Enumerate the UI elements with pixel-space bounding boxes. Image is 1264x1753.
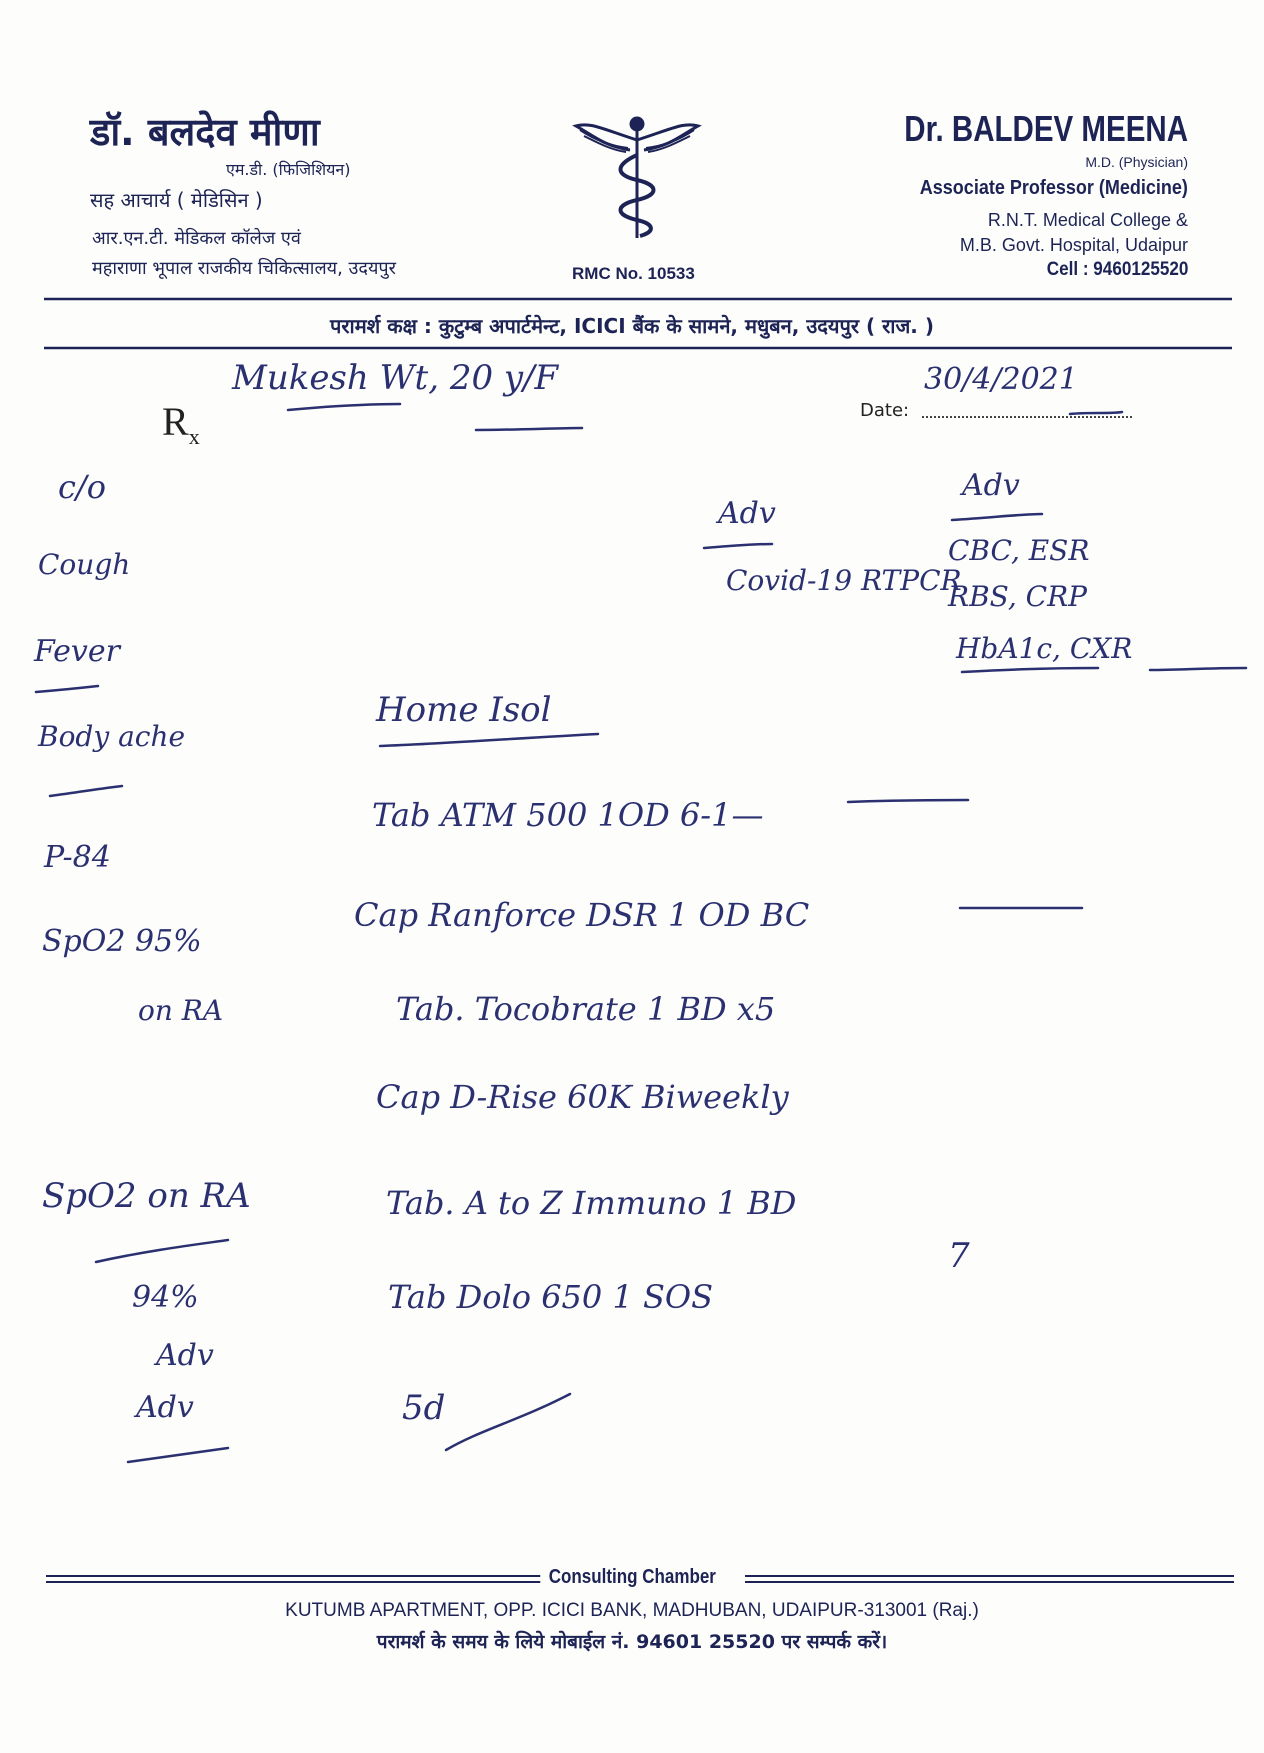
note-fever: Fever — [34, 634, 120, 669]
patient-info: Mukesh Wt, 20 y/F — [232, 358, 559, 398]
advice-header: Adv — [962, 468, 1020, 503]
doctor-name-english: Dr. BALDEV MEENA — [904, 108, 1188, 149]
note-spo2-on-ra: SpO2 on RA — [42, 1176, 251, 1216]
footer-chamber-title: Consulting Chamber — [0, 1566, 1264, 1589]
footer-address: KUTUMB APARTMENT, OPP. ICICI BANK, MADHUBAN, UDAIPUR-313001 (Raj.) — [285, 1600, 979, 1621]
advice-covid-rtpcr: Covid-19 RTPCR — [726, 564, 962, 597]
degree-english: M.D. (Physician) — [1085, 154, 1188, 170]
doctor-name-hindi: डॉ. बलदेव मीणा — [90, 110, 320, 154]
rx-symbol: $R_x$ — [162, 399, 200, 449]
investigation-3: HbA1c, CXR — [956, 632, 1133, 665]
medication-1: Tab ATM 500 1OD 6-1— — [372, 796, 764, 834]
medication-5: Tab. A to Z Immuno 1 BD — [386, 1184, 797, 1222]
medication-6: Tab Dolo 650 1 SOS — [388, 1278, 714, 1316]
designation-hindi: सह आचार्य ( मेडिसिन ) — [90, 188, 263, 212]
date-label: Date: — [860, 400, 910, 421]
note-co: c/o — [58, 468, 106, 506]
investigation-2: RBS, CRP — [948, 580, 1087, 613]
rmc-number: RMC No. 10533 — [572, 264, 695, 283]
degree-hindi: एम.डी. (फिजिशियन) — [226, 160, 351, 179]
duration: 5d — [402, 1388, 446, 1428]
note-spo2-value: 94% — [132, 1280, 199, 1315]
date-value: 30/4/2021 — [924, 362, 1078, 397]
note-adv-1: Adv — [156, 1338, 214, 1373]
home-isolation: Home Isol — [376, 690, 552, 730]
footer-contact-hindi: परामर्श के समय के लिये मोबाईल नं. 94601 25520 पर सम्पर्क करें। — [376, 1631, 888, 1653]
medication-2: Cap Ranforce DSR 1 OD BC — [354, 896, 810, 934]
note-on-ra: on RA — [138, 994, 224, 1027]
note-pulse: P-84 — [44, 840, 111, 875]
cell-number: Cell : 9460125520 — [1046, 259, 1188, 280]
college-english-line2: M.B. Govt. Hospital, Udaipur — [959, 235, 1188, 255]
date-line — [922, 398, 1132, 418]
investigation-1: CBC, ESR — [948, 534, 1090, 567]
advice-left-header: Adv — [718, 496, 776, 531]
college-hindi-line2: महाराणा भूपाल राजकीय चिकित्सालय, उदयपुर — [92, 258, 396, 279]
note-7: 7 — [948, 1236, 970, 1276]
note-cough: Cough — [38, 548, 131, 581]
college-english-line1: R.N.T. Medical College & — [987, 210, 1188, 230]
note-bodyache: Body ache — [38, 720, 186, 753]
medication-4: Cap D-Rise 60K Biweekly — [376, 1078, 789, 1116]
medication-3: Tab. Tocobrate 1 BD x5 — [396, 990, 776, 1028]
consultation-address-hindi: परामर्श कक्ष : कुटुम्ब अपार्टमेन्ट, ICICI बैंक के सामने, मधुबन, उदयपुर ( राज. ) — [329, 314, 935, 338]
designation-english: Associate Professor (Medicine) — [919, 177, 1188, 199]
note-adv-2: Adv — [136, 1390, 194, 1425]
college-hindi-line1: आर.एन.टी. मेडिकल कॉलेज एवं — [92, 228, 301, 249]
note-spo2: SpO2 95% — [42, 924, 202, 959]
